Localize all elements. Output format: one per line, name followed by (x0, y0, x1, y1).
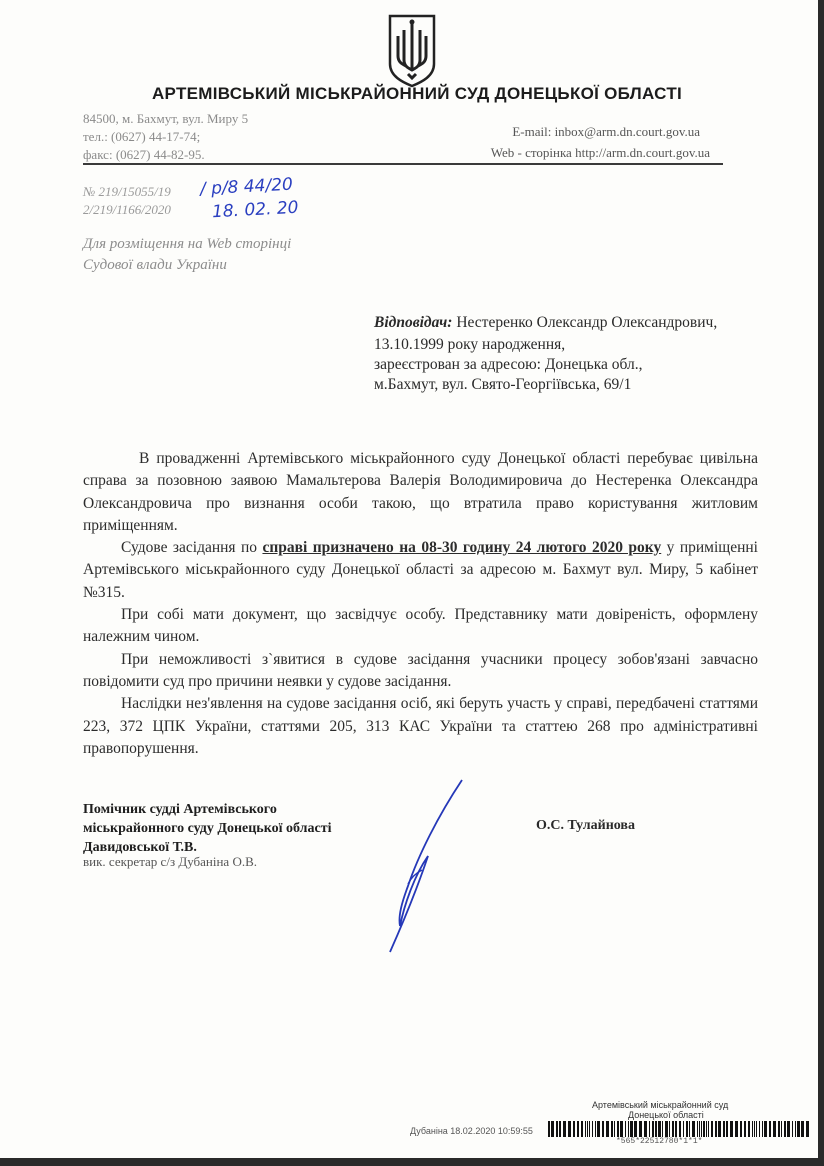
handwritten-date: 18. 02. 20 (211, 197, 299, 223)
handwritten-signature-icon (378, 776, 470, 956)
footer-court-line2: Донецької області (628, 1110, 704, 1120)
secretary-line: вик. секретар с/з Дубаніна О.В. (83, 854, 258, 869)
paragraph-absence: При неможливості з`явитися в судове засідання учасники процесу зобов'язані завчасно повідомити суд про причини неявки у судове засідання. (83, 650, 758, 690)
respondent-address: м.Бахмут, вул. Свято-Георгіївська, 69/1 (374, 376, 632, 393)
header-divider (83, 163, 723, 165)
respondent-registered: зареєстрован за адресою: Донецька обл., (374, 356, 643, 373)
notice-body (83, 448, 758, 760)
court-name: АРТЕМІВСЬКИЙ МІСЬКРАЙОННИЙ СУД ДОНЕЦЬКОЇ ОБЛАСТІ (151, 84, 683, 103)
signatory-position: Помічник судді Артемівського міськрайонного суду Донецької області Давидовської Т.В. (83, 802, 332, 855)
respondent-label: Відповідач: (374, 314, 453, 331)
respondent-birth: 13.10.1999 року народження, (374, 336, 566, 353)
handwritten-outgoing-number: / р/8 44/20 (199, 174, 294, 200)
barcode-icon (548, 1121, 810, 1137)
scan-edge-bottom (0, 1158, 824, 1166)
court-website: Web - сторінка http://arm.dn.court.gov.ua (490, 145, 710, 160)
court-phone: тел.: (0627) 44-17-74; (83, 129, 201, 144)
signatory-name: О.С. Тулайнова (536, 818, 635, 833)
paragraph-consequences: Наслідки нез'явлення на судове засідання осіб, які беруть участь у справі, передбачені статтями 223, 372 ЦПК України, статтями 205, 313 КАС України та статтею 268 про адміністративні правопорушення. (83, 695, 758, 757)
paragraph-case: В провадженні Артемівського міськрайонного суду Донецької області перебуває цивільна справа за позовною заявою Мамальтерова Валерія Володимировича до Нестеренка Олександра Олександровича про визнання особи такою, що втратила право користування житловим приміщенням. (83, 450, 758, 534)
placement-note-line1: Для розміщення на Web сторінці (83, 236, 292, 252)
placement-note-line2: Судової влади України (83, 257, 227, 273)
paragraph-hearing: Судове засідання по справі призначено на 08-30 годину 24 лютого 2020 року у приміщенні Артемівського міськрайонного суду Донецької області за адресою м. Бахмут вул. Миру, 5 кабінет №315. (83, 539, 758, 601)
respondent-line (374, 314, 717, 332)
proceeding-number: 2/219/1166/2020 (83, 202, 171, 217)
paragraph-documents: При собі мати документ, що засвідчує особу. Представнику мати довіреність, оформлену належним чином. (83, 606, 758, 646)
footer-barcode-code: *565*22512780*1*1* (616, 1137, 703, 1146)
coat-of-arms-icon (386, 12, 438, 88)
case-number: № 219/15055/19 (83, 184, 171, 199)
court-fax: факс: (0627) 44-82-95. (83, 147, 205, 162)
footer-registration-stamp: Дубаніна 18.02.2020 10:59:55 (410, 1126, 533, 1136)
respondent-name: Нестеренко Олександр Олександрович, (452, 314, 718, 331)
court-email: E-mail: inbox@arm.dn.court.gov.ua (512, 124, 700, 139)
hearing-datetime: справі призначено на 08-30 годину 24 лютого 2020 року (262, 539, 662, 557)
footer-court-line1: Артемівський міськрайонний суд (592, 1100, 729, 1110)
scan-edge-right (818, 0, 824, 1166)
court-address: 84500, м. Бахмут, вул. Миру 5 (83, 111, 249, 126)
